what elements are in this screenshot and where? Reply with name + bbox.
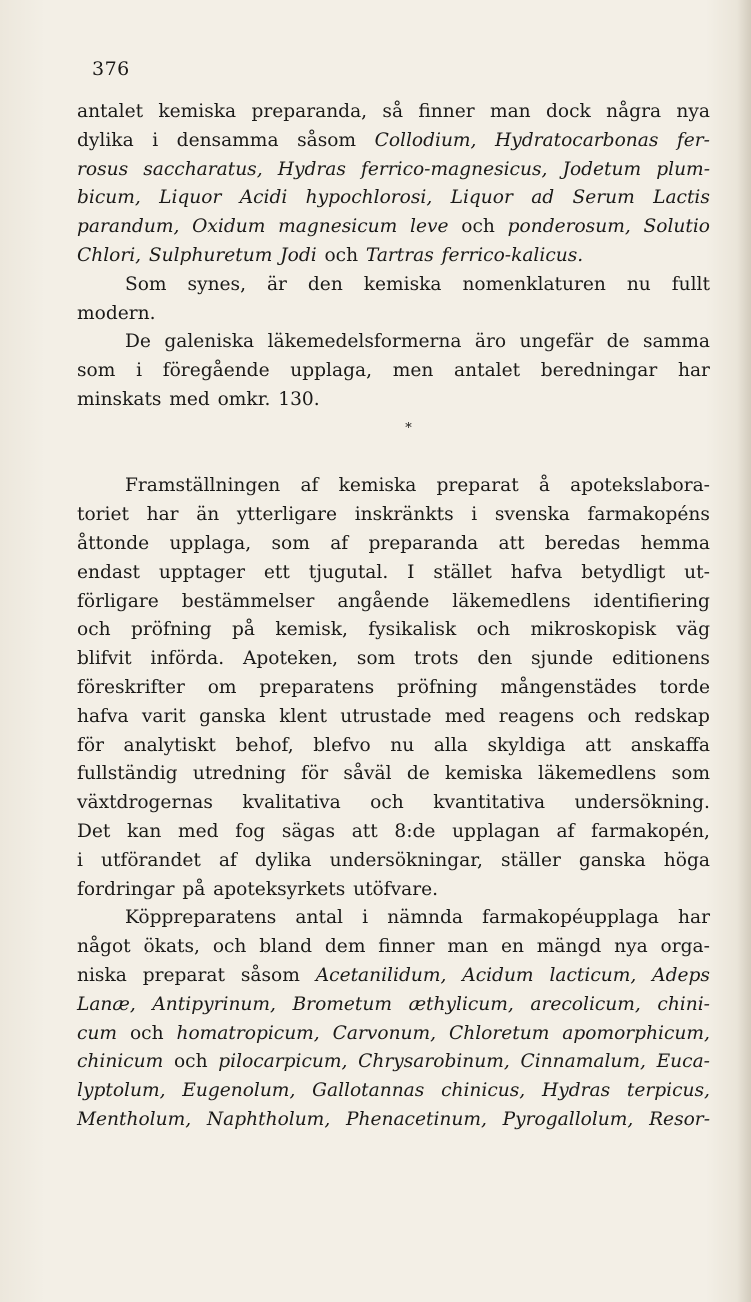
word: fog xyxy=(235,820,266,842)
word: och xyxy=(77,619,111,641)
italic-word: rosus xyxy=(77,158,129,180)
text-line xyxy=(77,616,710,645)
text-line xyxy=(77,357,710,386)
word: beredningar xyxy=(540,360,658,382)
text-line xyxy=(77,300,710,329)
word: ökats, xyxy=(143,936,200,958)
text-line xyxy=(77,588,710,617)
word: af xyxy=(300,475,319,497)
word: af xyxy=(330,532,349,554)
word: såsom xyxy=(240,964,300,986)
word: kvantitativa xyxy=(433,792,546,814)
word: utöfvare. xyxy=(353,878,439,900)
word: identifiering xyxy=(593,590,710,612)
word: Apoteken, xyxy=(242,648,339,670)
word: ställer xyxy=(500,849,561,871)
italic-word: saccharatus, xyxy=(143,158,263,180)
word: omkr. xyxy=(217,388,271,410)
text-line xyxy=(77,127,710,156)
text-line xyxy=(77,98,710,127)
section-separator: * xyxy=(405,420,412,436)
word: införda. xyxy=(150,648,225,670)
word: minskats xyxy=(77,388,162,410)
text-line xyxy=(77,760,710,789)
paragraph xyxy=(77,98,710,271)
word: niska xyxy=(77,964,127,986)
word: den xyxy=(477,648,513,670)
word: ganska xyxy=(199,705,266,727)
italic-word: bicum, xyxy=(77,187,141,209)
word: undersökning. xyxy=(574,792,710,814)
word: på xyxy=(231,619,255,641)
word: betydligt xyxy=(581,561,666,583)
word: mångenstädes xyxy=(500,676,637,698)
word: pröfning xyxy=(130,619,212,641)
word: i xyxy=(471,504,478,526)
word: farmakopéupplaga xyxy=(482,907,659,929)
italic-word: Tartras xyxy=(365,244,434,266)
word: med xyxy=(169,388,210,410)
word: blifvit xyxy=(77,648,132,670)
word: nomenklaturen xyxy=(462,273,606,295)
word: nämnda xyxy=(387,907,463,929)
text-line xyxy=(77,1077,710,1106)
word: upptager xyxy=(158,561,246,583)
text-line xyxy=(77,1048,710,1077)
word: att xyxy=(498,532,525,554)
word: synes, xyxy=(187,273,247,295)
word: i xyxy=(152,129,159,151)
word: och xyxy=(212,936,247,958)
word: men xyxy=(392,360,434,382)
text-line xyxy=(77,789,710,818)
word: bland xyxy=(259,936,313,958)
paragraph xyxy=(77,904,710,1134)
word: finner xyxy=(378,936,435,958)
word: åttonde xyxy=(77,532,150,554)
word: I xyxy=(407,561,415,583)
word: och xyxy=(370,792,404,814)
word: med xyxy=(178,820,219,842)
word: dock xyxy=(546,101,591,122)
text-line xyxy=(77,184,710,213)
italic-word: Chlori, xyxy=(77,244,142,266)
italic-word: Brometum xyxy=(292,993,392,1015)
word: Framställningen xyxy=(125,475,281,497)
word: skyldiga xyxy=(487,734,566,756)
word: inskränkts xyxy=(354,504,454,526)
italic-word: lacticum, xyxy=(549,964,637,986)
word: antalet xyxy=(77,101,144,122)
word: äro xyxy=(474,331,507,353)
italic-word: ferrico-magnesicus, xyxy=(360,158,548,180)
word: något xyxy=(77,936,131,958)
word: mängd xyxy=(536,936,602,958)
word: föreskrifter xyxy=(77,676,185,698)
word: antalet xyxy=(454,360,521,382)
italic-word: Liquor xyxy=(159,187,222,209)
word: modern. xyxy=(77,302,156,324)
word: fysikalisk xyxy=(368,619,457,641)
word: undersökningar, xyxy=(329,849,483,871)
italic-word: Lanæ, xyxy=(77,993,136,1015)
italic-word: Resor- xyxy=(649,1108,710,1130)
italic-word: chinicum xyxy=(77,1051,164,1073)
text-line xyxy=(77,501,710,530)
word: om xyxy=(207,676,237,698)
word: ytterligare xyxy=(236,504,338,526)
italic-word: fer- xyxy=(676,129,710,151)
italic-word: Phenacetinum, xyxy=(346,1108,487,1130)
italic-word: Eugenolum, xyxy=(182,1080,296,1102)
word: sjunde xyxy=(531,648,594,670)
word: kemiska xyxy=(158,101,237,122)
word: varit xyxy=(141,705,186,727)
italic-word: hypochlorosi, xyxy=(305,187,433,209)
italic-word: Sulphuretum xyxy=(148,244,273,266)
text-line xyxy=(77,472,710,501)
word: kemiska xyxy=(338,475,417,497)
word: som xyxy=(77,360,116,382)
word: af xyxy=(218,849,237,871)
word: klent xyxy=(279,705,327,727)
word: beredas xyxy=(544,532,621,554)
word: anskaffa xyxy=(630,734,710,756)
italic-word: Acidi xyxy=(239,187,288,209)
word: en xyxy=(500,936,524,958)
word: stället xyxy=(433,561,492,583)
word: farmakopéns xyxy=(587,504,710,526)
word: läkemedlens xyxy=(452,590,571,612)
word: farmakopén, xyxy=(591,820,710,842)
text-line xyxy=(77,271,710,300)
word: trots xyxy=(414,648,459,670)
word: antal xyxy=(295,907,343,929)
word: för xyxy=(301,763,329,785)
word: alla xyxy=(433,734,468,756)
word: bestämmelser xyxy=(181,590,315,612)
word: man xyxy=(447,936,489,958)
text-line xyxy=(77,1106,710,1135)
text-line xyxy=(77,213,710,242)
italic-word: Mentholum, xyxy=(77,1108,192,1130)
word: förligare xyxy=(77,590,159,612)
word: ut- xyxy=(684,561,710,583)
word: de xyxy=(406,763,430,785)
word: hafva xyxy=(77,705,129,727)
word: 8:de xyxy=(394,820,436,842)
word: utredning xyxy=(192,763,286,785)
word: svenska xyxy=(494,504,570,526)
word: finner xyxy=(418,101,475,122)
word: som xyxy=(356,648,396,670)
italic-word: ponderosum, xyxy=(507,216,631,238)
text-line xyxy=(77,530,710,559)
italic-word: chinicus, xyxy=(441,1080,526,1102)
word: väg xyxy=(676,619,710,641)
italic-word: Antipyrinum, xyxy=(152,993,276,1015)
italic-word: Carvonum, xyxy=(332,1022,437,1044)
word: torde xyxy=(659,676,710,698)
italic-word: Liquor xyxy=(450,187,513,209)
italic-word: Pyrogallolum, xyxy=(502,1108,634,1130)
page-edge-shadow xyxy=(737,0,751,1302)
word: ett xyxy=(263,561,290,583)
word: Som xyxy=(125,273,167,295)
word: å xyxy=(538,475,550,497)
word: dem xyxy=(324,936,366,958)
word: har xyxy=(677,360,710,382)
word: preparatens xyxy=(259,676,375,698)
word: som xyxy=(671,763,710,785)
word: den xyxy=(307,273,343,295)
word: fullständig xyxy=(77,763,178,785)
italic-word: Acidum xyxy=(462,964,534,986)
word: hemma xyxy=(640,532,710,554)
word: behof, xyxy=(235,734,294,756)
italic-word: Serum xyxy=(572,187,635,209)
italic-word: magnesicum xyxy=(278,216,398,238)
word: af xyxy=(556,820,575,842)
italic-word: Collodium, xyxy=(374,129,477,151)
word: reagens xyxy=(498,705,575,727)
word: nya xyxy=(614,936,648,958)
word: preparat xyxy=(142,964,225,986)
word: kemiska xyxy=(363,273,442,295)
word: editionens xyxy=(611,648,710,670)
word: dylika xyxy=(77,129,134,151)
word: kvalitativa xyxy=(242,792,341,814)
word: toriet xyxy=(77,504,129,526)
italic-word: Solutio xyxy=(643,216,710,238)
word: mikroskopisk xyxy=(530,619,657,641)
italic-word: Chrysarobinum, xyxy=(358,1051,510,1073)
word: har xyxy=(678,907,710,929)
italic-word: Hydras xyxy=(541,1080,611,1102)
italic-word: chini- xyxy=(657,993,710,1015)
italic-word: Hydras xyxy=(277,158,346,180)
italic-word: Gallotannas xyxy=(312,1080,425,1102)
word: upplaga, xyxy=(290,360,372,382)
italic-word: Adeps xyxy=(652,964,710,986)
word: och xyxy=(476,619,511,641)
word: höga xyxy=(663,849,710,871)
word: samma xyxy=(643,331,710,353)
word: föregående xyxy=(162,360,270,382)
word: i xyxy=(77,849,83,871)
word: och xyxy=(173,1051,208,1073)
word: redskap xyxy=(634,705,710,727)
word: och xyxy=(587,705,622,727)
word: har xyxy=(146,504,179,526)
body-text xyxy=(77,98,710,1135)
word: och xyxy=(129,1022,164,1044)
word: att xyxy=(585,734,612,756)
word: med xyxy=(444,705,486,727)
word: angående xyxy=(337,590,430,612)
italic-word: Oxidum xyxy=(192,216,266,238)
word: man xyxy=(489,101,531,122)
text-line xyxy=(77,933,710,962)
word: såsom xyxy=(297,129,357,151)
word: några xyxy=(606,101,662,122)
italic-word: apomorphicum, xyxy=(562,1022,710,1044)
text-line xyxy=(77,645,710,674)
word: i xyxy=(362,907,369,929)
word: kan xyxy=(127,820,162,842)
word: pröfning xyxy=(397,676,478,698)
word: densamma xyxy=(176,129,279,151)
word: Det xyxy=(77,820,111,842)
italic-word: Jodi xyxy=(280,244,317,266)
word: sägas xyxy=(281,820,336,842)
paragraph xyxy=(77,271,710,329)
italic-word: parandum, xyxy=(77,216,180,238)
text-line xyxy=(77,156,710,185)
italic-word: Chloretum xyxy=(449,1022,550,1044)
word: upplaga, xyxy=(169,532,252,554)
word: ganska xyxy=(578,849,646,871)
italic-word: pilocarpicum, xyxy=(218,1051,348,1073)
text-line xyxy=(77,242,710,271)
word: fordringar xyxy=(77,878,175,900)
section-gap xyxy=(77,444,710,473)
word: preparanda xyxy=(368,532,479,554)
word: än xyxy=(196,504,220,526)
word: läkemedlens xyxy=(538,763,657,785)
word: nya xyxy=(676,101,710,122)
word: endast xyxy=(77,561,140,583)
word: nu xyxy=(390,734,415,756)
text-line xyxy=(77,559,710,588)
italic-word: Naphtholum, xyxy=(206,1108,331,1130)
text-line xyxy=(77,818,710,847)
italic-word: Euca- xyxy=(656,1051,710,1073)
word: apotekslabora- xyxy=(570,475,710,497)
word: kemiska xyxy=(445,763,523,785)
word: kemisk, xyxy=(275,619,348,641)
word: upplagan xyxy=(452,820,540,842)
italic-word: leve xyxy=(410,216,449,238)
word: Köppreparatens xyxy=(125,907,277,929)
word: fullt xyxy=(671,273,710,295)
word: hafva xyxy=(510,561,563,583)
word: läkemedelsformerna xyxy=(267,331,462,353)
text-line xyxy=(77,386,710,415)
word: att xyxy=(351,820,378,842)
word: utförandet xyxy=(100,849,201,871)
text-line xyxy=(77,1020,710,1049)
text-line xyxy=(77,904,710,933)
word: galeniska xyxy=(164,331,255,353)
word: preparat xyxy=(436,475,519,497)
word: som xyxy=(271,532,310,554)
word: preparanda, xyxy=(251,101,368,122)
text-line xyxy=(77,962,710,991)
italic-word: lyptolum, xyxy=(77,1080,166,1102)
word: utrustade xyxy=(340,705,432,727)
italic-word: ad xyxy=(531,187,555,209)
word: i xyxy=(136,360,143,382)
word: orga- xyxy=(660,936,710,958)
word: och xyxy=(324,244,359,266)
word: analytiskt xyxy=(123,734,216,756)
word: och xyxy=(461,216,495,238)
text-line xyxy=(77,703,710,732)
text-line xyxy=(77,674,710,703)
text-line xyxy=(77,847,710,876)
word: växtdrogernas xyxy=(77,792,213,814)
text-line xyxy=(77,732,710,761)
italic-word: arecolicum, xyxy=(530,993,641,1015)
paragraph xyxy=(77,472,710,904)
italic-word: Acetanilidum, xyxy=(315,964,447,986)
word: apoteksyrkets xyxy=(213,878,346,900)
word: såväl xyxy=(343,763,392,785)
italic-word: plum- xyxy=(656,158,710,180)
italic-word: æthylicum, xyxy=(408,993,514,1015)
word: för xyxy=(77,734,104,756)
text-line xyxy=(77,991,710,1020)
italic-word: homatropicum, xyxy=(176,1022,320,1044)
word: de xyxy=(606,331,630,353)
italic-word: ferrico-kalicus. xyxy=(441,244,584,266)
italic-word: Lactis xyxy=(653,187,710,209)
word: är xyxy=(266,273,287,295)
text-line xyxy=(77,876,710,905)
word: ungefär xyxy=(519,331,594,353)
text-line xyxy=(77,328,710,357)
paragraph xyxy=(77,328,710,414)
italic-word: terpicus, xyxy=(626,1080,710,1102)
page-number: 376 xyxy=(92,58,130,80)
word: 130. xyxy=(278,388,320,410)
word: dylika xyxy=(254,849,312,871)
italic-word: cum xyxy=(77,1022,118,1044)
word: nu xyxy=(626,273,651,295)
word: De xyxy=(125,331,151,353)
word: på xyxy=(182,878,206,900)
italic-word: Cinnamalum, xyxy=(520,1051,646,1073)
italic-word: Hydratocarbonas xyxy=(495,129,659,151)
italic-word: Jodetum xyxy=(562,158,642,180)
word: så xyxy=(382,101,404,122)
word: blefvo xyxy=(313,734,371,756)
word: tjugutal. xyxy=(308,561,389,583)
